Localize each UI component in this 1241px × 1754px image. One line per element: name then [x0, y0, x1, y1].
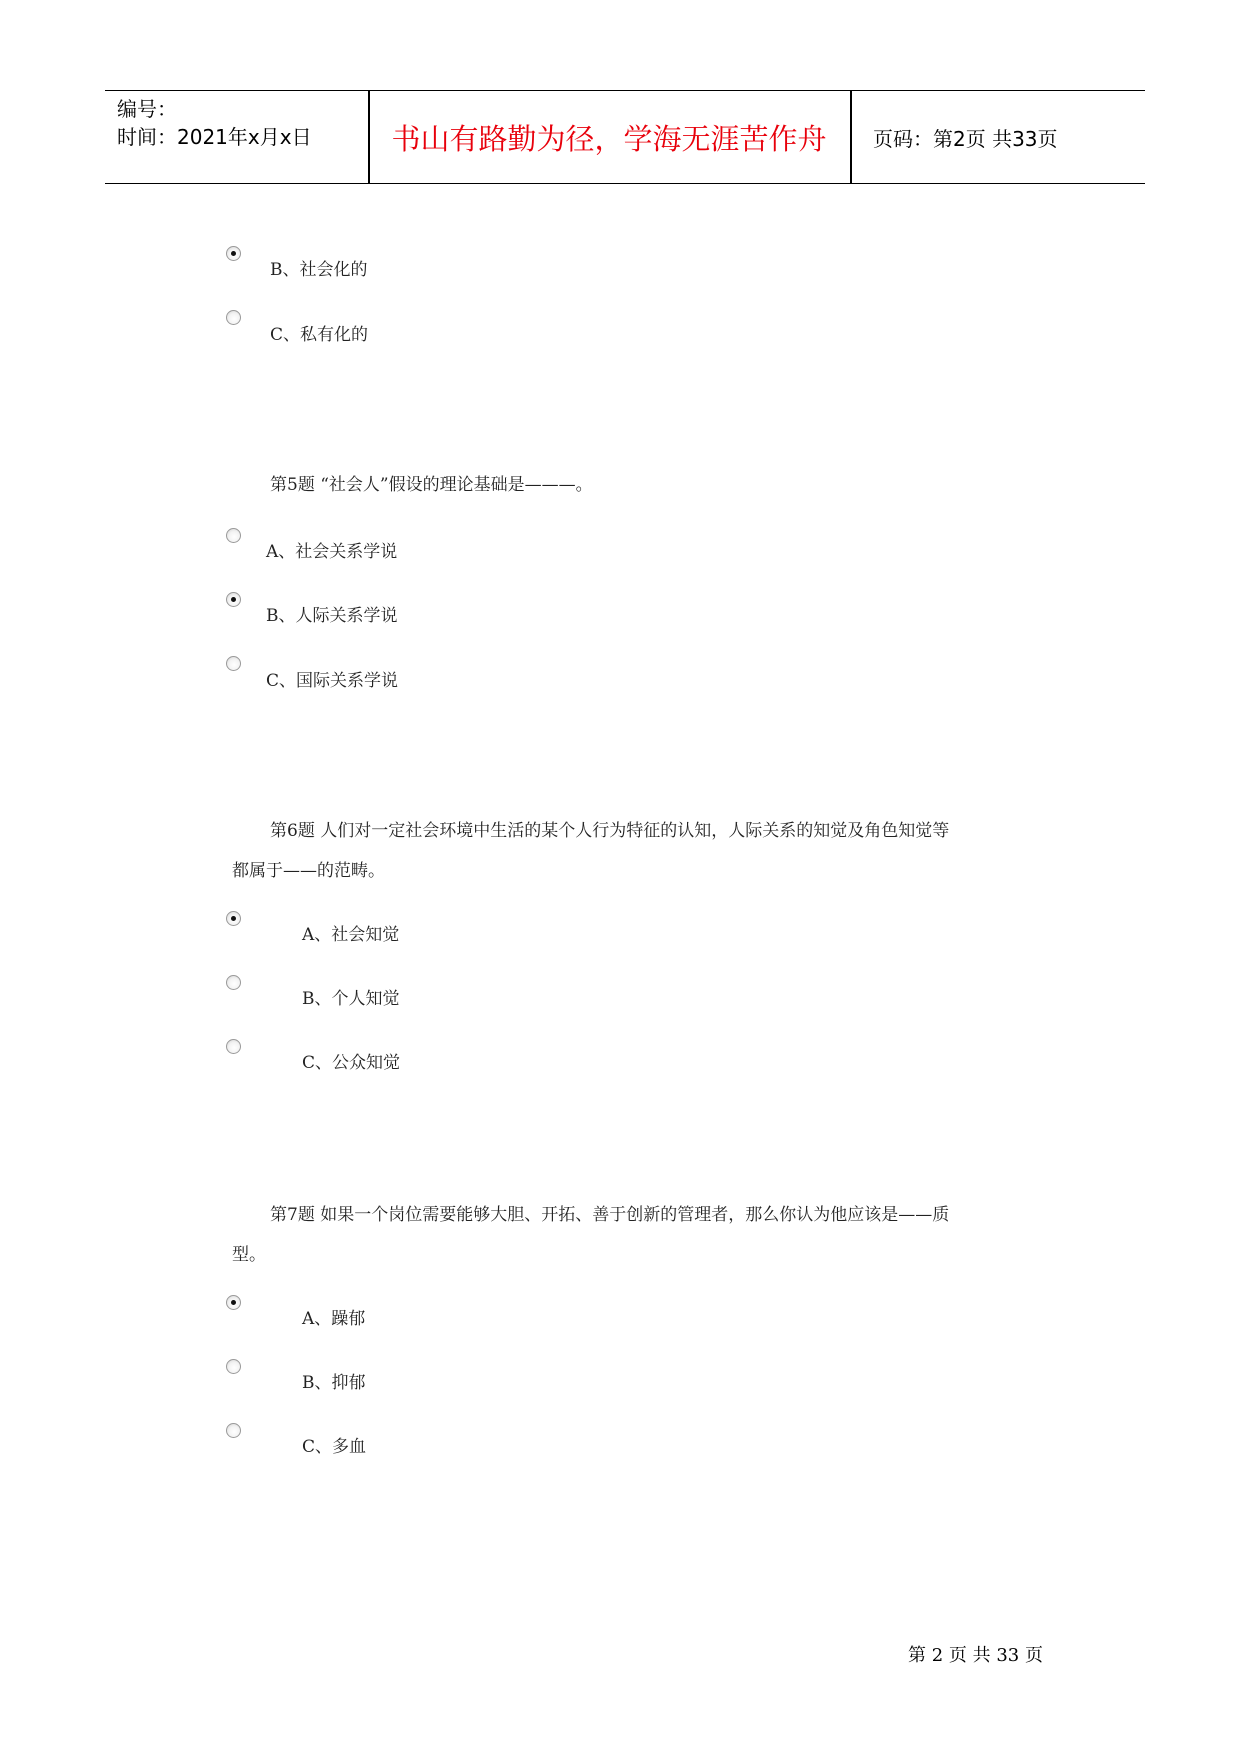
question-7-line2: 型。 [232, 1245, 266, 1265]
radio-q4-c[interactable] [226, 310, 241, 325]
page-header [105, 90, 1145, 184]
header-meta [117, 95, 312, 151]
option-label-q6-a: A、社会知觉 [302, 925, 400, 945]
question-5 [232, 465, 1072, 505]
option-label-q5-c: C、国际关系学说 [266, 671, 399, 691]
option-label-q6-c: C、公众知觉 [302, 1053, 401, 1073]
radio-q7-c[interactable] [226, 1423, 241, 1438]
question-7-line1: 第7题 如果一个岗位需要能够大胆、开拓、善于创新的管理者，那么你认为他应该是——质 [270, 1205, 950, 1225]
divider [850, 91, 852, 183]
option-label-q7-b: B、抑郁 [302, 1373, 366, 1393]
option-label-q5-a: A、社会关系学说 [266, 542, 398, 562]
radio-q6-b[interactable] [226, 975, 241, 990]
option-label-q7-a: A、躁郁 [302, 1309, 366, 1329]
radio-q4-b[interactable] [226, 246, 241, 261]
option-label-q4-c: C、私有化的 [270, 325, 369, 345]
question-6-line2: 都属于——的范畴。 [232, 861, 385, 881]
option-label-q6-b: B、个人知觉 [302, 989, 400, 1009]
radio-q7-a[interactable] [226, 1295, 241, 1310]
number-label: 编号： [117, 97, 177, 121]
motto: 书山有路勤为径，学海无涯苦作舟 [391, 121, 827, 156]
question-5-text: 第5题 “社会人”假设的理论基础是———。 [270, 475, 593, 495]
radio-q5-a[interactable] [226, 528, 241, 543]
radio-q5-b[interactable] [226, 592, 241, 607]
radio-q7-b[interactable] [226, 1359, 241, 1374]
option-label-q7-c: C、多血 [302, 1437, 367, 1457]
page-code: 页码：第2页 共33页 [873, 126, 1058, 151]
question-6-line1: 第6题 人们对一定社会环境中生活的某个人行为特征的认知，人际关系的知觉及角色知觉等 [270, 821, 950, 841]
radio-q6-c[interactable] [226, 1039, 241, 1054]
option-label-q4-b: B、社会化的 [270, 260, 368, 280]
radio-q5-c[interactable] [226, 656, 241, 671]
option-label-q5-b: B、人际关系学说 [266, 606, 398, 626]
page-footer: 第 2 页 共 33 页 [908, 1645, 1043, 1666]
question-7 [232, 1195, 1072, 1275]
question-6 [232, 811, 1072, 891]
radio-q6-a[interactable] [226, 911, 241, 926]
time-label: 时间：2021年x月x日 [117, 125, 312, 149]
